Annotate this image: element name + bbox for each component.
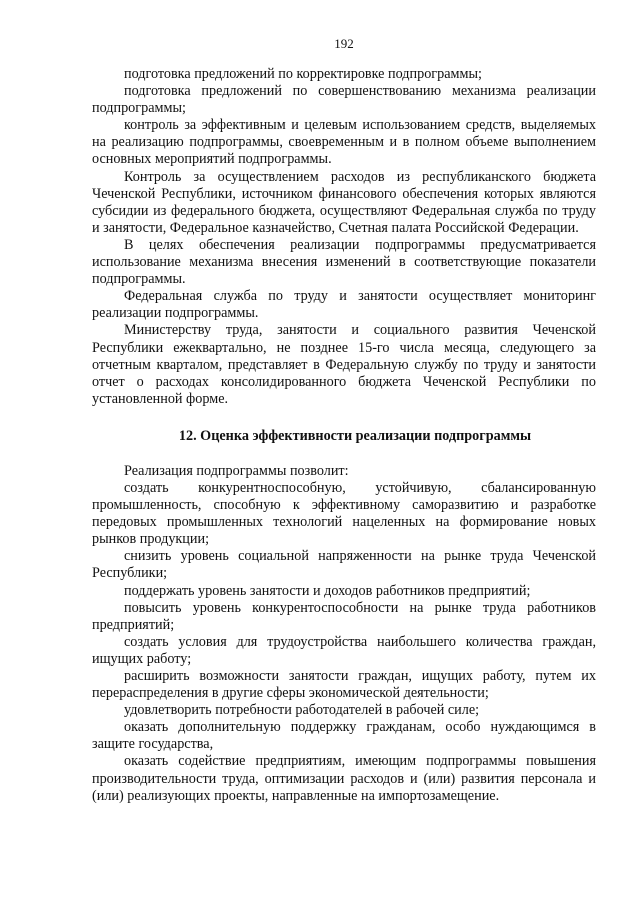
- paragraph: подготовка предложений по корректировке подпрограммы;: [124, 66, 482, 82]
- page-number: 192: [334, 36, 354, 51]
- paragraph: Федеральная служба по труду и занятости осуществляет мониторинг реализации подпрограммы.: [92, 288, 596, 322]
- paragraph: снизить уровень социальной напряженности на рынке труда Чеченской Республики;: [92, 548, 596, 582]
- paragraph: В целях обеспечения реализации подпрограммы предусматривается использование механизма внесения изменений в соответствующие показатели подпрограммы.: [92, 236, 596, 288]
- paragraph: оказать содействие предприятиям, имеющим подпрограммы повышения производительности труда, оптимизации расходов и (или) развития персонала и (или) реализующих проекты, направленные на импортозамещение.: [92, 753, 596, 804]
- paragraph: Контроль за осуществлением расходов из республиканского бюджета Чеченской Республики, источником финансового обеспечения которых являются субсидии из федерального бюджета, осуществляют Федеральная служба по труду и занятости, Федеральное казначейство, Счетная палата Российской Федерации.: [92, 168, 596, 236]
- paragraph: расширить возможности занятости граждан, ищущих работу, путем их перераспределения в другие сферы экономической деятельности;: [92, 668, 596, 702]
- paragraph: Реализация подпрограммы позволит:: [124, 462, 349, 479]
- bottom-paragraphs: [92, 463, 596, 805]
- paragraph: повысить уровень конкурентоспособности на рынке труда работников предприятий;: [92, 599, 596, 633]
- paragraph: оказать дополнительную поддержку гражданам, особо нуждающимся в защите государства,: [92, 719, 596, 753]
- paragraph: создать конкурентноспособную, устойчивую, сбалансированную промышленность, способную к эффективному саморазвитию и разработке передовых промышленных технологий нацеленных на формирование новых рынков продукции;: [92, 479, 596, 548]
- section-heading: 12. Оценка эффективности реализации подпрограммы: [178, 427, 532, 444]
- paragraph: контроль за эффективным и целевым использованием средств, выделяемых на реализацию подпрограммы, своевременным и в полном объеме выполнением основных мероприятий подпрограммы.: [92, 117, 596, 168]
- paragraph: поддержать уровень занятости и доходов работников предприятий;: [124, 582, 531, 599]
- paragraph: Министерству труда, занятости и социального развития Чеченской Республики ежеквартально, не позднее 15-го числа месяца, следующего за отчетным кварталом, представляет в Федеральную службу по труду и занятости отчет о расходах консолидированного бюджета Чеченской Республики по установленной форме.: [92, 322, 596, 407]
- paragraph: подготовка предложений по совершенствованию механизма реализации подпрограммы;: [92, 83, 596, 117]
- paragraph: удовлетворить потребности работодателей в рабочей силе;: [124, 702, 480, 719]
- paragraph: создать условия для трудоустройства наибольшего количества граждан, ищущих работу;: [92, 633, 596, 667]
- top-paragraphs: [92, 66, 596, 408]
